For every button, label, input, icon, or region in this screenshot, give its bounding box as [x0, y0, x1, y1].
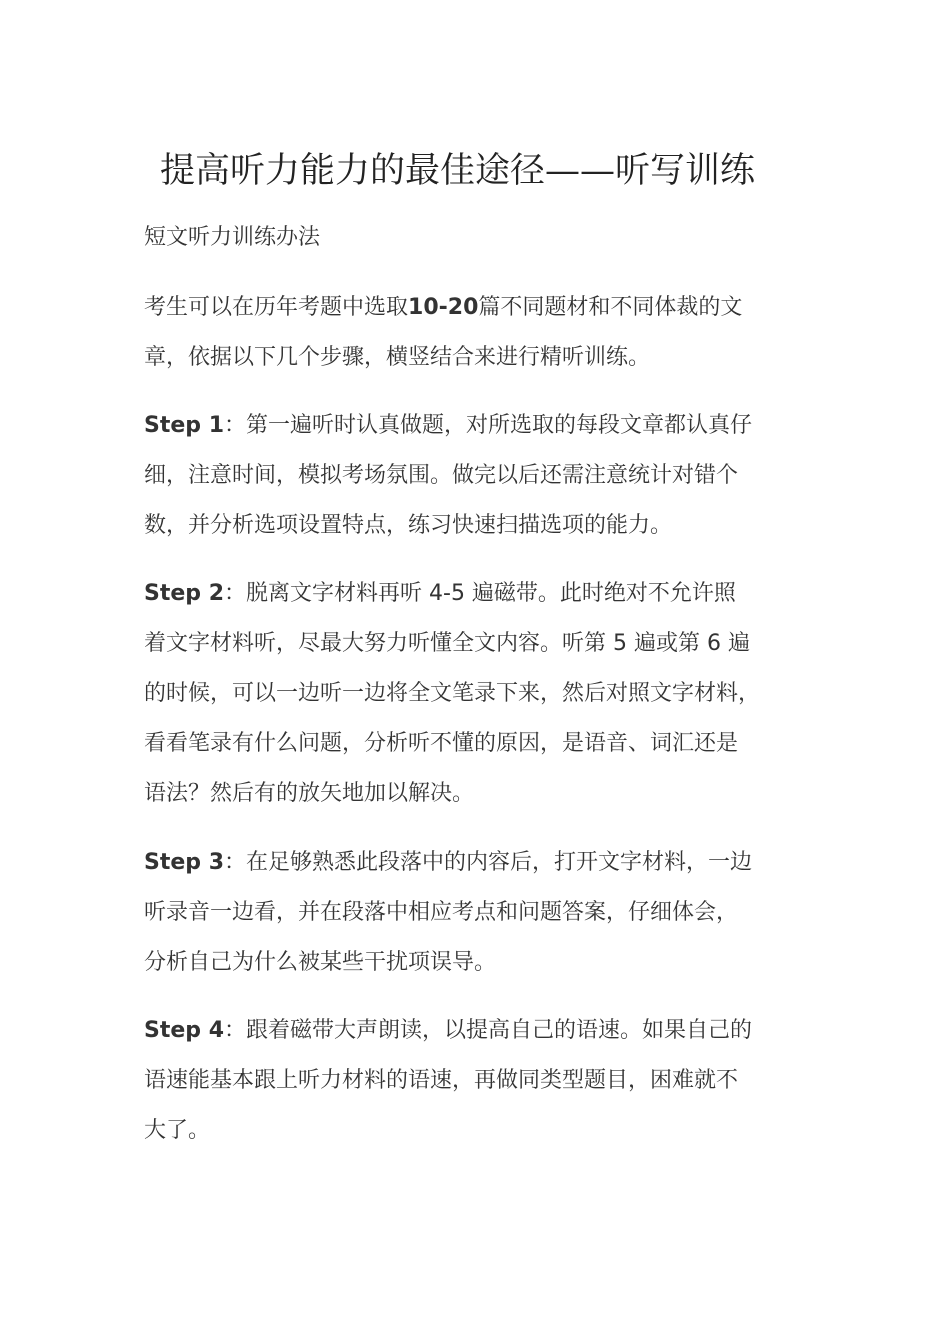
- step-1-label: Step 1: [144, 413, 224, 438]
- intro-range: 10-20: [408, 295, 479, 320]
- document-title: 提高听力能力的最佳途径——听写训练: [160, 151, 756, 191]
- step-3-line-2: 听录音一边看，并在段落中相应考点和问题答案，仔细体会，: [144, 900, 739, 925]
- step-3-paragraph: [144, 838, 808, 988]
- step-1-line-1: Step 1：第一遍听时认真做题，对所选取的每段文章都认真仔: [144, 413, 753, 438]
- intro-paragraph: [144, 283, 808, 383]
- step-2-line-5: 语法？然后有的放矢地加以解决。: [144, 781, 475, 806]
- step-4-label: Step 4: [144, 1018, 224, 1043]
- step-1-line-2: 细，注意时间，模拟考场氛围。做完以后还需注意统计对错个: [144, 463, 739, 488]
- step-4-paragraph: [144, 1006, 808, 1156]
- step-3-label: Step 3: [144, 850, 224, 875]
- intro-line-2: 章，依据以下几个步骤，横竖结合来进行精听训练。: [144, 345, 651, 370]
- step-2-label: Step 2: [144, 581, 224, 606]
- step-4-line-3: 大了。: [144, 1118, 211, 1143]
- step-3-line-1: Step 3：在足够熟悉此段落中的内容后，打开文字材料，一边: [144, 850, 753, 875]
- step-2-line-2: 着文字材料听，尽最大努力听懂全文内容。听第 5 遍或第 6 遍: [144, 631, 750, 656]
- step-2-line-1: Step 2：脱离文字材料再听 4-5 遍磁带。此时绝对不允许照: [144, 581, 736, 606]
- intro-line-1: 考生可以在历年考题中选取10-20篇不同题材和不同体裁的文: [144, 295, 743, 320]
- step-4-line-1: Step 4：跟着磁带大声朗读，以提高自己的语速。如果自己的: [144, 1018, 753, 1043]
- step-2-paragraph: [144, 569, 808, 819]
- step-2-line-4: 看看笔录有什么问题，分析听不懂的原因，是语音、词汇还是: [144, 731, 739, 756]
- step-3-line-3: 分析自己为什么被某些干扰项误导。: [144, 950, 497, 975]
- step-2-line-3: 的时候，可以一边听一边将全文笔录下来，然后对照文字材料，: [144, 681, 761, 706]
- step-1-paragraph: [144, 401, 808, 551]
- step-4-line-2: 语速能基本跟上听力材料的语速，再做同类型题目，困难就不: [144, 1068, 739, 1093]
- document-subtitle: 短文听力训练办法: [144, 225, 321, 250]
- step-1-line-3: 数，并分析选项设置特点，练习快速扫描选项的能力。: [144, 513, 673, 538]
